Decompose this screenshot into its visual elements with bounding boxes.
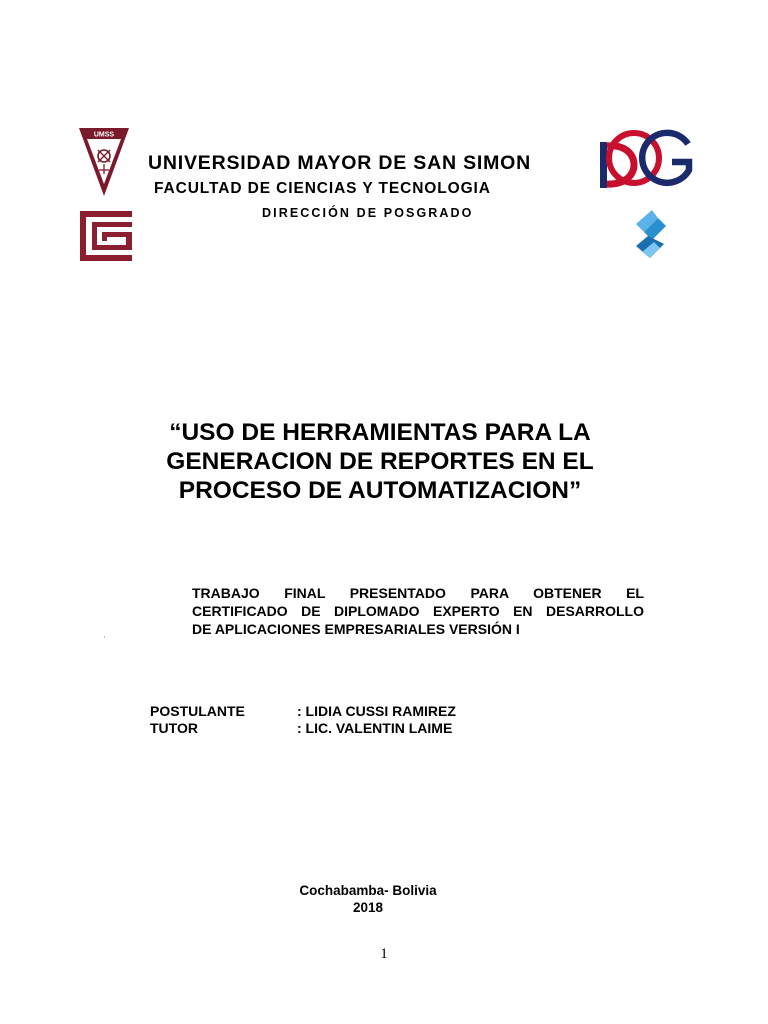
tutor-value: : LIC. VALENTIN LAIME (297, 720, 453, 736)
dpg-logo (598, 128, 694, 190)
purpose-line: CERTIFICADO DE DIPLOMADO EXPERTO EN DESARROLLO (192, 603, 644, 619)
place: Cochabamba- Bolivia (299, 883, 437, 898)
purpose-line: DE APLICACIONES EMPRESARIALES VERSIÓN I (192, 621, 520, 637)
postulante-value: : LIDIA CUSSI RAMIREZ (297, 703, 456, 719)
year: 2018 (352, 900, 384, 915)
thesis-title-line: PROCESO DE AUTOMATIZACION” (178, 477, 582, 504)
purpose-line: TRABAJO FINAL PRESENTADO PARA OBTENER EL (192, 585, 644, 601)
thesis-title-line: GENERACION DE REPORTES EN EL (166, 448, 594, 475)
tutor-row (150, 720, 570, 737)
postulante-row (150, 703, 570, 720)
tutor-label: TUTOR (150, 720, 198, 736)
thesis-title-line: “USO DE HERRAMIENTAS PARA LA (169, 419, 591, 446)
place-and-date (268, 882, 468, 916)
thesis-title (100, 418, 660, 505)
page-number: 1 (380, 946, 388, 962)
university-name: UNIVERSIDAD MAYOR DE SAN SIMON (148, 152, 531, 174)
faculty-name: FACULTAD DE CIENCIAS Y TECNOLOGIA (154, 180, 491, 197)
thesis-purpose (192, 584, 644, 638)
blue-link-logo (628, 206, 672, 262)
scan-speck (104, 636, 105, 638)
postulante-label: POSTULANTE (150, 703, 245, 719)
fcyt-maze-logo (80, 211, 132, 261)
author-info (150, 703, 570, 737)
direction-name: DIRECCIÓN DE POSGRADO (262, 206, 474, 220)
svg-text:UMSS: UMSS (93, 131, 115, 139)
umss-shield-logo (78, 126, 130, 198)
